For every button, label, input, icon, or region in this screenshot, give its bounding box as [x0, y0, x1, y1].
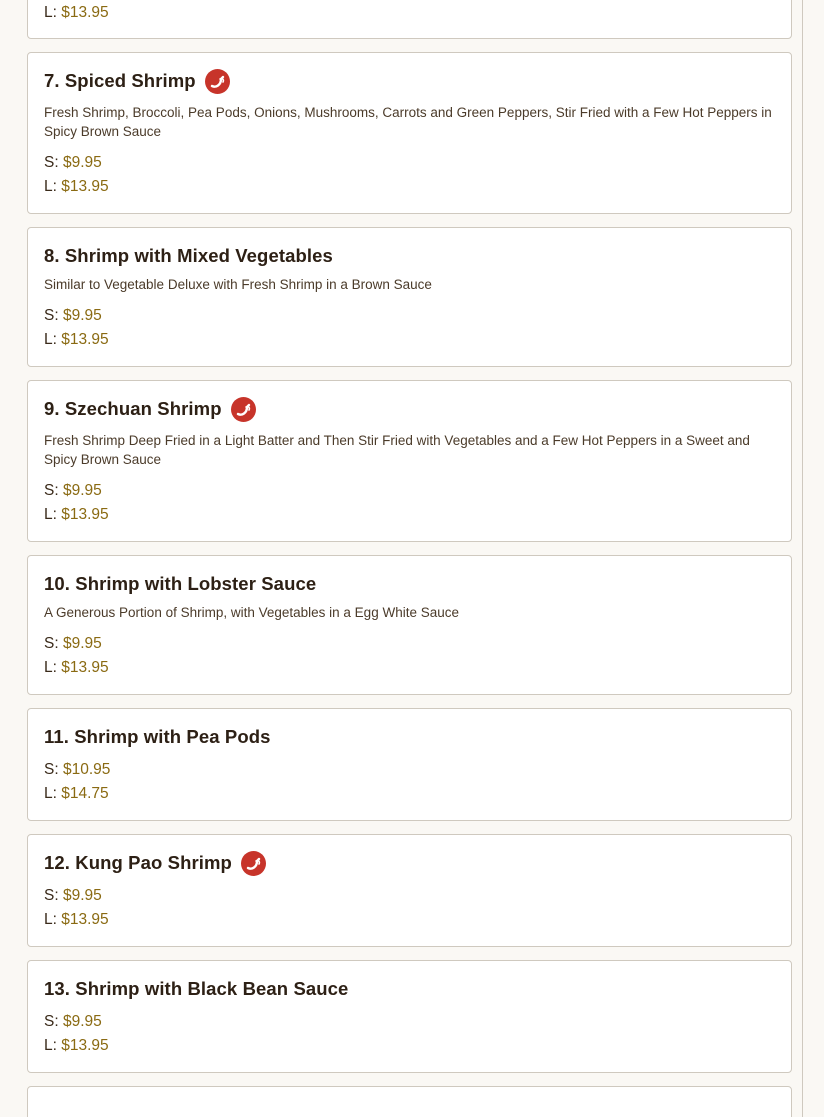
- menu-item-card[interactable]: [27, 555, 792, 695]
- size-label: S:: [44, 887, 59, 904]
- chili-pepper-icon: [205, 69, 230, 94]
- item-title: 12. Kung Pao Shrimp: [44, 852, 232, 873]
- size-label: L:: [44, 785, 57, 802]
- item-title: 8. Shrimp with Mixed Vegetables: [44, 245, 333, 266]
- menu-item-card-partial[interactable]: [27, 0, 792, 39]
- menu-item-card[interactable]: [27, 834, 792, 947]
- price-value: $13.95: [61, 331, 109, 348]
- size-label: S:: [44, 154, 59, 171]
- large-price-row: [44, 328, 775, 352]
- price-value: $9.95: [62, 635, 102, 652]
- item-description: Fresh Shrimp, Broccoli, Pea Pods, Onions, Mushrooms, Carrots and Green Peppers, Stir Fried with a Few Hot Peppers in Spicy Brown Sauce: [44, 105, 772, 139]
- price-value: $9.95: [62, 307, 102, 324]
- menu-item-card[interactable]: [27, 708, 792, 821]
- item-title: 10. Shrimp with Lobster Sauce: [44, 573, 317, 594]
- price-value: $13.95: [61, 1037, 109, 1054]
- item-description: Fresh Shrimp Deep Fried in a Light Batter and Then Stir Fried with Vegetables and a Few Hot Peppers in a Sweet and Spicy Brown Sauce: [44, 433, 750, 467]
- item-description: Similar to Vegetable Deluxe with Fresh Shrimp in a Brown Sauce: [44, 277, 432, 292]
- large-price-row: [44, 1, 775, 25]
- chili-pepper-icon: [231, 397, 256, 422]
- size-label: S:: [44, 482, 59, 499]
- price-value: $13.95: [61, 659, 109, 676]
- size-label: L:: [44, 911, 57, 928]
- chili-pepper-icon: [241, 851, 266, 876]
- small-price-row: [44, 479, 775, 503]
- price-value: $9.95: [62, 887, 102, 904]
- price-value: $13.95: [61, 4, 109, 21]
- size-label: L:: [44, 331, 57, 348]
- large-price-row: [44, 503, 775, 527]
- page-edge-divider: [802, 0, 803, 1117]
- item-title: 11. Shrimp with Pea Pods: [44, 726, 271, 747]
- small-price-row: [44, 1010, 775, 1034]
- small-price-row: [44, 884, 775, 908]
- size-label: L:: [44, 659, 57, 676]
- small-price-row: [44, 758, 775, 782]
- price-value: $13.95: [61, 506, 109, 523]
- menu-item-card-partial[interactable]: [27, 1086, 792, 1117]
- menu-item-card[interactable]: [27, 960, 792, 1073]
- price-value: $10.95: [62, 761, 111, 778]
- menu-item-card[interactable]: [27, 227, 792, 367]
- menu-item-card[interactable]: [27, 52, 792, 214]
- large-price-row: [44, 782, 775, 806]
- size-label: L:: [44, 506, 57, 523]
- price-value: $13.95: [61, 178, 109, 195]
- size-label: L:: [44, 1037, 57, 1054]
- price-value: $9.95: [62, 1013, 102, 1030]
- size-label: S:: [44, 761, 59, 778]
- small-price-row: [44, 632, 775, 656]
- price-value: $9.95: [62, 154, 102, 171]
- large-price-row: [44, 175, 775, 199]
- size-label: L:: [44, 178, 57, 195]
- size-label: S:: [44, 1013, 59, 1030]
- small-price-row: [44, 151, 775, 175]
- small-price-row: [44, 304, 775, 328]
- item-description: A Generous Portion of Shrimp, with Vegetables in a Egg White Sauce: [44, 605, 459, 620]
- size-label: L:: [44, 4, 57, 21]
- item-title: 13. Shrimp with Black Bean Sauce: [44, 978, 349, 999]
- large-price-row: [44, 1034, 775, 1058]
- price-value: $9.95: [62, 482, 102, 499]
- size-label: S:: [44, 307, 59, 324]
- large-price-row: [44, 908, 775, 932]
- price-value: $13.95: [61, 911, 109, 928]
- large-price-row: [44, 656, 775, 680]
- menu-item-list: [27, 0, 792, 1117]
- size-label: S:: [44, 635, 59, 652]
- menu-item-card[interactable]: [27, 380, 792, 542]
- item-title: 7. Spiced Shrimp: [44, 70, 196, 91]
- price-value: $14.75: [61, 785, 109, 802]
- item-title: 9. Szechuan Shrimp: [44, 398, 222, 419]
